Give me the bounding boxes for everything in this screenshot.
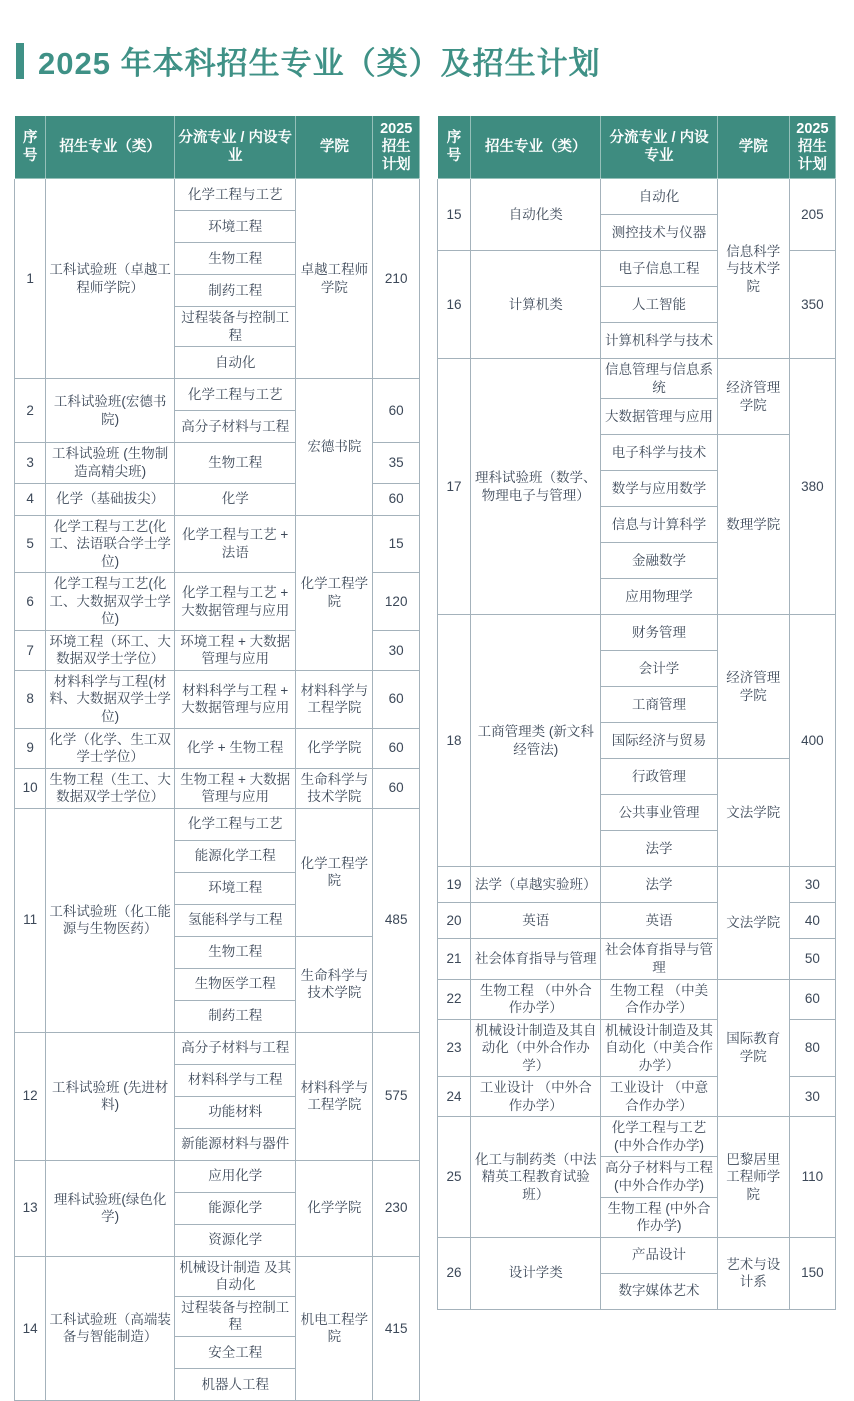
plan-count: 205 <box>789 179 835 251</box>
column-header: 2025招生计划 <box>789 116 835 179</box>
table-row <box>15 768 420 808</box>
sub-major-name: 化学工程与工艺 <box>174 808 296 840</box>
college-name: 材料科学与工程学院 <box>296 670 373 728</box>
plan-count: 60 <box>373 768 420 808</box>
row-number: 15 <box>438 179 471 251</box>
college-name: 经济管理学院 <box>717 615 789 759</box>
table-header-row <box>15 116 420 179</box>
sub-major-name: 过程装备与控制工程 <box>174 307 296 347</box>
college-name: 机电工程学院 <box>296 1256 373 1400</box>
table-row <box>15 179 420 211</box>
sub-major-name: 计算机科学与技术 <box>601 323 717 359</box>
row-number: 11 <box>15 808 46 1032</box>
row-number: 16 <box>438 251 471 359</box>
title-accent-bar <box>16 43 24 79</box>
column-header: 招生专业（类） <box>471 116 601 179</box>
table-row <box>15 670 420 728</box>
college-name: 卓越工程师学院 <box>296 179 373 379</box>
plan-count: 210 <box>373 179 420 379</box>
sub-major-name: 安全工程 <box>174 1336 296 1368</box>
row-number: 17 <box>438 359 471 615</box>
plan-count: 60 <box>373 379 420 443</box>
major-name: 化工与制药类（中法精英工程教育试验班） <box>471 1117 601 1237</box>
plan-count: 230 <box>373 1160 420 1256</box>
sub-major-name: 测控技术与仪器 <box>601 215 717 251</box>
major-name: 法学（卓越实验班） <box>471 867 601 903</box>
sub-major-name: 行政管理 <box>601 759 717 795</box>
row-number: 1 <box>15 179 46 379</box>
sub-major-name: 高分子材料与工程 <box>174 411 296 443</box>
sub-major-name: 资源化学 <box>174 1224 296 1256</box>
column-header: 序号 <box>438 116 471 179</box>
table-row <box>438 179 836 215</box>
major-name: 化学工程与工艺(化工、法语联合学士学位) <box>46 515 175 573</box>
plan-count: 150 <box>789 1237 835 1309</box>
sub-major-name: 环境工程 <box>174 872 296 904</box>
sub-major-name: 机器人工程 <box>174 1368 296 1400</box>
sub-major-name: 工业设计 （中意合作办学） <box>601 1077 717 1117</box>
plan-count: 485 <box>373 808 420 1032</box>
sub-major-name: 机械设计制造 及其自动化 <box>174 1256 296 1296</box>
sub-major-name: 电子科学与技术 <box>601 435 717 471</box>
sub-major-name: 新能源材料与器件 <box>174 1128 296 1160</box>
row-number: 10 <box>15 768 46 808</box>
column-header: 分流专业 / 内设专业 <box>601 116 717 179</box>
sub-major-name: 生物工程 (中外合作办学) <box>601 1197 717 1237</box>
major-name: 社会体育指导与管理 <box>471 939 601 979</box>
sub-major-name: 金融数学 <box>601 543 717 579</box>
plan-count: 30 <box>789 867 835 903</box>
row-number: 4 <box>15 483 46 515</box>
row-number: 2 <box>15 379 46 443</box>
sub-major-name: 化学工程与工艺 <box>174 179 296 211</box>
sub-major-name: 国际经济与贸易 <box>601 723 717 759</box>
sub-major-name: 化学 + 生物工程 <box>174 728 296 768</box>
college-name: 材料科学与工程学院 <box>296 1032 373 1160</box>
sub-major-name: 环境工程 + 大数据管理与应用 <box>174 630 296 670</box>
sub-major-name: 电子信息工程 <box>601 251 717 287</box>
major-name: 设计学类 <box>471 1237 601 1309</box>
plan-count: 15 <box>373 515 420 573</box>
sub-major-name: 制药工程 <box>174 1000 296 1032</box>
row-number: 24 <box>438 1077 471 1117</box>
college-name: 文法学院 <box>717 867 789 979</box>
table-row <box>15 1256 420 1296</box>
row-number: 12 <box>15 1032 46 1160</box>
row-number: 3 <box>15 443 46 483</box>
sub-major-name: 信息管理与信息系统 <box>601 359 717 399</box>
sub-major-name: 化学 <box>174 483 296 515</box>
row-number: 22 <box>438 979 471 1019</box>
tables-container <box>0 115 854 1401</box>
plan-count: 50 <box>789 939 835 979</box>
sub-major-name: 环境工程 <box>174 211 296 243</box>
sub-major-name: 能源化学 <box>174 1192 296 1224</box>
sub-major-name: 产品设计 <box>601 1237 717 1273</box>
plan-count: 60 <box>373 670 420 728</box>
sub-major-name: 高分子材料与工程 (中外合作办学) <box>601 1157 717 1197</box>
sub-major-name: 化学工程与工艺 + 法语 <box>174 515 296 573</box>
major-name: 生物工程 （中外合作办学） <box>471 979 601 1019</box>
plan-count: 60 <box>373 483 420 515</box>
major-name: 自动化类 <box>471 179 601 251</box>
table-row <box>438 979 836 1019</box>
college-name: 化学学院 <box>296 728 373 768</box>
table-row <box>15 808 420 840</box>
sub-major-name: 自动化 <box>174 347 296 379</box>
row-number: 19 <box>438 867 471 903</box>
table-row <box>15 515 420 573</box>
sub-major-name: 自动化 <box>601 179 717 215</box>
sub-major-name: 过程装备与控制工程 <box>174 1296 296 1336</box>
sub-major-name: 法学 <box>601 831 717 867</box>
sub-major-name: 功能材料 <box>174 1096 296 1128</box>
major-name: 工科试验班(宏德书院) <box>46 379 175 443</box>
sub-major-name: 生物工程 <box>174 443 296 483</box>
sub-major-name: 材料科学与工程 + 大数据管理与应用 <box>174 670 296 728</box>
plan-count: 40 <box>789 903 835 939</box>
sub-major-name: 社会体育指导与管理 <box>601 939 717 979</box>
sub-major-name: 工商管理 <box>601 687 717 723</box>
sub-major-name: 生物医学工程 <box>174 968 296 1000</box>
college-name: 文法学院 <box>717 759 789 867</box>
row-number: 6 <box>15 573 46 631</box>
major-name: 化学（化学、生工双学士学位） <box>46 728 175 768</box>
plan-count: 60 <box>789 979 835 1019</box>
college-name: 艺术与设计系 <box>717 1237 789 1309</box>
sub-major-name: 生物工程 <box>174 936 296 968</box>
plan-count: 110 <box>789 1117 835 1237</box>
major-name: 工科试验班（高端装备与智能制造） <box>46 1256 175 1400</box>
row-number: 14 <box>15 1256 46 1400</box>
college-name: 国际教育学院 <box>717 979 789 1117</box>
row-number: 8 <box>15 670 46 728</box>
sub-major-name: 人工智能 <box>601 287 717 323</box>
table-row <box>15 728 420 768</box>
sub-major-name: 信息与计算科学 <box>601 507 717 543</box>
plan-count: 415 <box>373 1256 420 1400</box>
table-row <box>438 615 836 651</box>
sub-major-name: 应用化学 <box>174 1160 296 1192</box>
sub-major-name: 公共事业管理 <box>601 795 717 831</box>
major-name: 工科试验班（化工能源与生物医药） <box>46 808 175 1032</box>
row-number: 25 <box>438 1117 471 1237</box>
sub-major-name: 化学工程与工艺 (中外合作办学) <box>601 1117 717 1157</box>
major-name: 化学工程与工艺(化工、大数据双学士学位) <box>46 573 175 631</box>
major-name: 生物工程（生工、大数据双学士学位） <box>46 768 175 808</box>
row-number: 9 <box>15 728 46 768</box>
column-header: 学院 <box>296 116 373 179</box>
sub-major-name: 英语 <box>601 903 717 939</box>
row-number: 26 <box>438 1237 471 1309</box>
table-row <box>438 867 836 903</box>
college-name: 化学学院 <box>296 1160 373 1256</box>
sub-major-name: 化学工程与工艺 <box>174 379 296 411</box>
college-name: 化学工程学院 <box>296 515 373 670</box>
college-name: 信息科学与技术学院 <box>717 179 789 359</box>
college-name: 数理学院 <box>717 435 789 615</box>
table-row <box>15 1032 420 1064</box>
major-name: 理科试验班（数学、物理电子与管理） <box>471 359 601 615</box>
plan-count: 30 <box>789 1077 835 1117</box>
sub-major-name: 数字媒体艺术 <box>601 1273 717 1309</box>
sub-major-name: 机械设计制造及其自动化（中美合作办学） <box>601 1019 717 1077</box>
plan-count: 30 <box>373 630 420 670</box>
column-header: 序号 <box>15 116 46 179</box>
row-number: 23 <box>438 1019 471 1077</box>
major-name: 理科试验班(绿色化学) <box>46 1160 175 1256</box>
college-name: 生命科学与技术学院 <box>296 936 373 1032</box>
sub-major-name: 会计学 <box>601 651 717 687</box>
major-name: 计算机类 <box>471 251 601 359</box>
table-row <box>438 359 836 399</box>
table-row <box>438 1237 836 1273</box>
plan-count: 60 <box>373 728 420 768</box>
table-header-row <box>438 116 836 179</box>
major-name: 工业设计 （中外合作办学） <box>471 1077 601 1117</box>
row-number: 13 <box>15 1160 46 1256</box>
major-name: 材料科学与工程(材料、大数据双学士学位) <box>46 670 175 728</box>
major-name: 工科试验班 (生物制造高精尖班) <box>46 443 175 483</box>
college-name: 生命科学与技术学院 <box>296 768 373 808</box>
plan-count: 575 <box>373 1032 420 1160</box>
sub-major-name: 法学 <box>601 867 717 903</box>
plan-count: 350 <box>789 251 835 359</box>
sub-major-name: 能源化学工程 <box>174 840 296 872</box>
column-header: 2025招生计划 <box>373 116 420 179</box>
sub-major-name: 材料科学与工程 <box>174 1064 296 1096</box>
row-number: 7 <box>15 630 46 670</box>
sub-major-name: 生物工程 <box>174 243 296 275</box>
row-number: 5 <box>15 515 46 573</box>
row-number: 18 <box>438 615 471 867</box>
sub-major-name: 制药工程 <box>174 275 296 307</box>
row-number: 21 <box>438 939 471 979</box>
major-name: 工商管理类 (新文科经管法) <box>471 615 601 867</box>
page-title: 2025 年本科招生专业（类）及招生计划 <box>38 46 601 81</box>
sub-major-name: 生物工程 + 大数据管理与应用 <box>174 768 296 808</box>
major-name: 英语 <box>471 903 601 939</box>
column-header: 招生专业（类） <box>46 116 175 179</box>
sub-major-name: 生物工程 （中美合作办学） <box>601 979 717 1019</box>
table-row <box>15 379 420 411</box>
college-name: 经济管理学院 <box>717 359 789 435</box>
college-name: 化学工程学院 <box>296 808 373 936</box>
major-name: 环境工程（环工、大数据双学士学位） <box>46 630 175 670</box>
plan-count: 80 <box>789 1019 835 1077</box>
column-header: 分流专业 / 内设专业 <box>174 116 296 179</box>
plan-count: 400 <box>789 615 835 867</box>
table-row <box>15 1160 420 1192</box>
major-name: 工科试验班（卓越工程师学院） <box>46 179 175 379</box>
sub-major-name: 高分子材料与工程 <box>174 1032 296 1064</box>
enrollment-table-left <box>14 115 420 1401</box>
page-header <box>0 0 854 83</box>
table-row <box>438 1117 836 1157</box>
enrollment-table-right <box>437 115 836 1310</box>
plan-count: 120 <box>373 573 420 631</box>
plan-count: 35 <box>373 443 420 483</box>
major-name: 化学（基础拔尖） <box>46 483 175 515</box>
sub-major-name: 化学工程与工艺 + 大数据管理与应用 <box>174 573 296 631</box>
major-name: 机械设计制造及其自动化（中外合作办学） <box>471 1019 601 1077</box>
plan-count: 380 <box>789 359 835 615</box>
sub-major-name: 数学与应用数学 <box>601 471 717 507</box>
college-name: 巴黎居里工程师学院 <box>717 1117 789 1237</box>
sub-major-name: 氢能科学与工程 <box>174 904 296 936</box>
sub-major-name: 应用物理学 <box>601 579 717 615</box>
sub-major-name: 大数据管理与应用 <box>601 399 717 435</box>
major-name: 工科试验班 (先进材料) <box>46 1032 175 1160</box>
column-header: 学院 <box>717 116 789 179</box>
sub-major-name: 财务管理 <box>601 615 717 651</box>
row-number: 20 <box>438 903 471 939</box>
college-name: 宏德书院 <box>296 379 373 515</box>
